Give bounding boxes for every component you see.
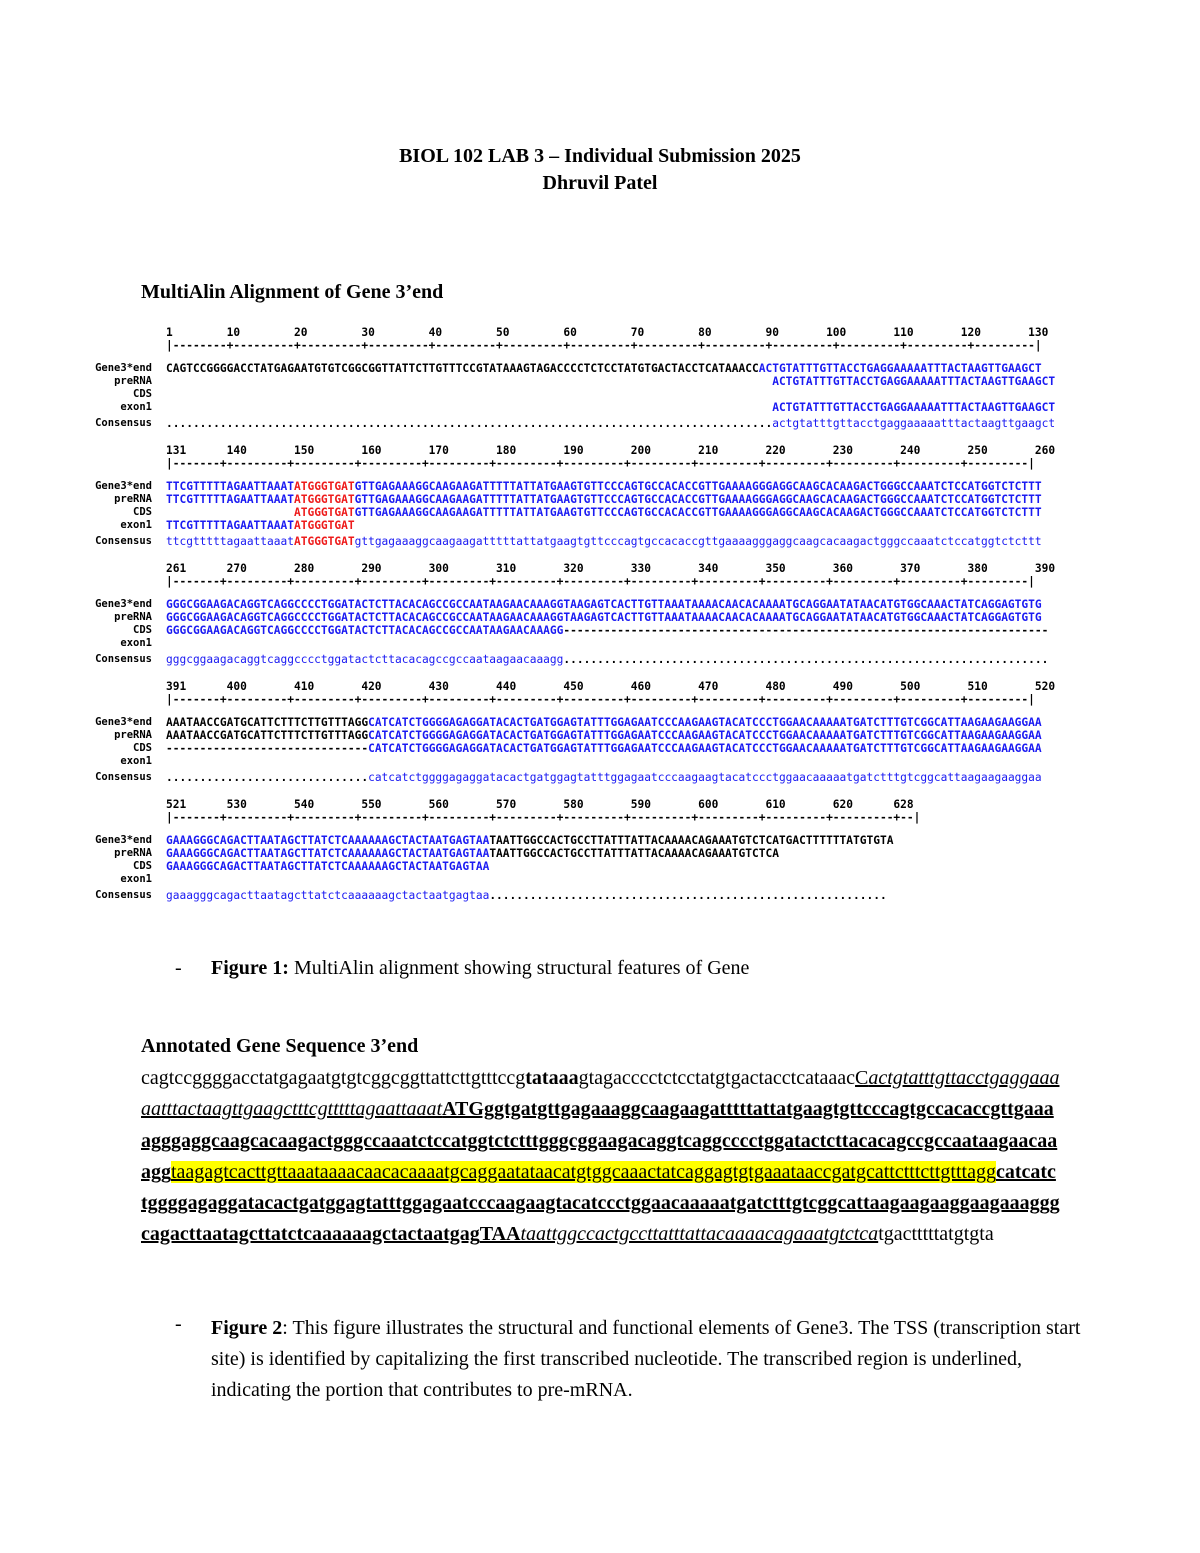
premrna-label: preRNA [114,375,152,387]
position-ruler: 261 270 280 290 300 310 320 330 340 350 360 370 380 390 [166,562,1056,575]
premrna-label: preRNA [114,729,152,741]
figure1-caption [211,957,749,980]
consensus-row [166,653,1048,666]
sequence-segment: GAAAGGGCAGACTTAATAGCTTATCTCAAAAAAGCTACTAATGAGTAA [166,834,490,847]
alignment-block [84,680,1144,798]
sequence-segment: actgtatttgttacctgaggaaaaatttactaagttgaagct [772,417,1056,430]
sequence-segment: .............................. [166,771,369,784]
figure2-dash: - [175,1313,182,1335]
alignment-block [84,326,1144,444]
exon-row [166,401,1055,414]
sequence-segment: AAATAACCGATGCATTCTTTCTTGTTTAGG [166,729,369,742]
figure1-dash: - [175,957,182,979]
sequence-segment: TAATTGGCCACTGCCTTATTTATTACAAAACAGAAATGTCTCA [489,847,779,860]
sequence-segment: ------------------------------ [166,742,369,755]
figure1-text: MultiAlin alignment showing structural features of Gene [288,957,750,979]
consensus-row [166,417,1055,430]
gene-row [166,834,893,847]
sequence-segment: TTCGTTTTTAGAATTAAAT [166,493,294,506]
premrna-row [166,847,779,860]
gene-row [166,362,1042,375]
gene-label: Gene3*end [95,362,152,374]
sequence-segment: CATCATCTGGGGAGAGGATACACTGATGGAGTATTTGGAGAATCCCAAGAAGTACATCCCTGGAACAAAAATGATCTTTGTCGGCATTAAGAAGAAGGAA [368,742,1042,755]
exon-label: exon1 [120,401,152,413]
upstream-seq-2: gtagacccctctcctatgtgactacctcataaac [578,1067,856,1089]
exon-row [166,519,355,532]
sequence-segment: ATGGGTGAT [293,480,355,493]
consensus-label: Consensus [95,653,152,665]
sequence-segment: GAAAGGGCAGACTTAATAGCTTATCTCAAAAAAGCTACTAATGAGTAA [166,847,490,860]
cds-row [166,506,1042,519]
position-ruler: 391 400 410 420 430 440 450 460 470 480 490 500 510 520 [166,680,1056,693]
sequence-segment: TTCGTTTTTAGAATTAAAT [166,519,294,532]
sequence-segment: GGGCGGAAGACAGGTCAGGCCCCTGGATACTCTTACACAGCCGCCAATAAGAACAAAGG [166,624,564,637]
coding-exon-2: catcatctggggagaggatacactgatggagtatttggagaatcccaagaagtacatccctggaacaaaaatgatctttgtcggcattaagaagaaggaagaaagggcagacttaatagcttatctcaaaaaagctactaatgag [141,1160,1060,1246]
ruler-ticks: |--------+---------+---------+---------+---------+---------+---------+---------+---------+---------+---------+---------+---------| [166,339,1042,352]
cds-label: CDS [133,624,152,636]
sequence-segment: TTCGTTTTTAGAATTAAAT [166,480,294,493]
annotated-sequence [141,1063,1061,1251]
sequence-segment: ttcgtttttagaattaaat [166,535,294,548]
figure1-label: Figure 1: [211,957,289,979]
consensus-row [166,535,1042,548]
ruler-ticks: |-------+---------+---------+---------+---------+---------+---------+---------+---------+---------+---------+---------+---------| [166,457,1035,470]
sequence-segment: GTTGAGAAAGGCAAGAAGATTTTTATTATGAAGTGTTCCCAGTGCCACACCGTTGAAAAGGGAGGCAAGCACAAGACTGGGCCAAATCTCCATGGTCTCTTT [354,506,1042,519]
consensus-label: Consensus [95,889,152,901]
exon-label: exon1 [120,519,152,531]
gene-label: Gene3*end [95,716,152,728]
sequence-segment [166,375,772,388]
sequence-segment: ATGGGTGAT [293,519,355,532]
gene-label: Gene3*end [95,480,152,492]
sequence-segment [166,506,294,519]
premrna-label: preRNA [114,847,152,859]
sequence-segment: gggcggaagacaggtcaggcccctggatactcttacacagccgccaataagaacaaagg [166,653,564,666]
gene-label: Gene3*end [95,834,152,846]
sequence-segment: gttgagaaaggcaagaagatttttattatgaagtgttcccagtgccacaccgttgaaaagggaggcaagcacaagactgggccaaatctccatggtctcttt [354,535,1042,548]
sequence-segment: .......................................................................................... [166,417,773,430]
sequence-segment: gaaagggcagacttaatagcttatctcaaaaaagctactaatgagtaa [166,889,490,902]
premrna-row [166,375,1055,388]
coding-exon-1: ATGggtgatgttgagaaaggcaagaagatttttattatgaagtgttcccagtgccacaccgttgaaaagggaggcaagcacaagactgggccaaatctccatggtctctttgggcggaagacaggtcaggcccctggatactcttacacagccgccaataagaacaaagg [141,1098,1058,1183]
exon-label: exon1 [120,873,152,885]
ruler-ticks: |-------+---------+---------+---------+---------+---------+---------+---------+---------+---------+---------+---------+---------| [166,693,1035,706]
premrna-row [166,611,1042,624]
exon-label: exon1 [120,637,152,649]
consensus-row [166,771,1042,784]
gene-row [166,598,1042,611]
sequence-segment: ACTGTATTTGTTACCTGAGGAAAAATTTACTAAGTTGAAGCT [772,375,1056,388]
cds-row [166,860,489,873]
cds-row [166,624,1048,637]
premrna-label: preRNA [114,493,152,505]
sequence-segment: ATGGGTGAT [293,506,355,519]
annotated-sequence-heading: Annotated Gene Sequence 3’end [141,1035,419,1057]
sequence-segment: GGGCGGAAGACAGGTCAGGCCCCTGGATACTCTTACACAGCCGCCAATAAGAACAAAGGTAAGAGTCACTTGTTAAATAAAACAACACAAAATGCAGGAATATAACATGTGGCAAACTATCAGGAGTGTG [166,611,1042,624]
three-prime-utr: taattggccactgccttatttattacaaaacagaaatgtctca [520,1223,879,1246]
cds-label: CDS [133,506,152,518]
sequence-segment: ........................................................... [489,889,887,902]
consensus-row [166,889,887,902]
sequence-segment: ........................................................................ [563,653,1049,666]
tata-box: tataaa [525,1067,579,1089]
sequence-segment: ------------------------------------------------------------------------ [563,624,1049,637]
sequence-segment: GTTGAGAAAGGCAAGAAGATTTTTATTATGAAGTGTTCCCAGTGCCACACCGTTGAAAAGGGAGGCAAGCACAAGACTGGGCCAAATCTCCATGGTCTCTTT [354,493,1042,506]
sequence-segment [166,401,772,414]
author-name: Dhruvil Patel [542,172,658,194]
cds-label: CDS [133,742,152,754]
intron: taagagtcacttgttaaataaaacaacacaaaatgcaggaatataacatgtggcaaactatcaggagtgtgaaataaccgatgcattctttcttgtttagg [171,1160,996,1183]
figure2-label: Figure 2 [211,1317,283,1339]
position-ruler: 521 530 540 550 560 570 580 590 600 610 620 628 [166,798,914,811]
cds-row [166,742,1042,755]
multialin-alignment [84,326,1144,916]
downstream-seq: tgactttttatgtgta [878,1223,994,1246]
exon-label: exon1 [120,755,152,767]
alignment-heading: MultiAlin Alignment of Gene 3’end [141,281,444,303]
ruler-ticks: |-------+---------+---------+---------+---------+---------+---------+---------+---------+---------+---------+--| [166,811,921,824]
gene-label: Gene3*end [95,598,152,610]
premrna-row [166,729,1042,742]
premrna-row [166,493,1042,506]
consensus-label: Consensus [95,417,152,429]
position-ruler: 131 140 150 160 170 180 190 200 210 220 230 240 250 260 [166,444,1056,457]
consensus-label: Consensus [95,535,152,547]
figure2-caption [211,1313,1081,1406]
sequence-segment: ATGGGTGAT [293,535,355,548]
sequence-segment: AAATAACCGATGCATTCTTTCTTGTTTAGG [166,716,369,729]
gene-row [166,716,1042,729]
stop-codon: TAA [479,1223,521,1246]
premrna-label: preRNA [114,611,152,623]
alignment-block [84,798,1144,916]
alignment-block [84,444,1144,562]
sequence-segment: GTTGAGAAAGGCAAGAAGATTTTTATTATGAAGTGTTCCCAGTGCCACACCGTTGAAAAGGGAGGCAAGCACAAGACTGGGCCAAATCTCCATGGTCTCTTT [354,480,1042,493]
five-prime-utr: actgtatttgttacctgaggaaaaatttactaagttgaagctttcgtttttagaattaaat [141,1067,1060,1121]
document-title: BIOL 102 LAB 3 – Individual Submission 2025 [399,145,801,167]
sequence-segment: GGGCGGAAGACAGGTCAGGCCCCTGGATACTCTTACACAGCCGCCAATAAGAACAAAGGTAAGAGTCACTTGTTAAATAAAACAACACAAAATGCAGGAATATAACATGTGGCAAACTATCAGGAGTGTG [166,598,1042,611]
figure2-text: : This figure illustrates the structural and functional elements of Gene3. The TSS (transcription start site) is identified by capitalizing the first transcribed nucleotide. The transcribed region is underlined, indicating the portion that contributes to pre-mRNA. [211,1317,1081,1401]
sequence-segment: ATGGGTGAT [293,493,355,506]
sequence-segment: ACTGTATTTGTTACCTGAGGAAAAATTTACTAAGTTGAAGCT [758,362,1042,375]
tss-nucleotide: C [855,1067,869,1089]
upstream-seq: cagtccggggacctatgagaatgtgtcggcggttattcttgtttccg [141,1067,526,1089]
sequence-segment: CAGTCCGGGGACCTATGAGAATGTGTCGGCGGTTATTCTTGTTTCCGTATAAAGTAGACCCCTCTCCTATGTGACTACCTCATAAACC [166,362,759,375]
ruler-ticks: |-------+---------+---------+---------+---------+---------+---------+---------+---------+---------+---------+---------+---------| [166,575,1035,588]
sequence-segment: TAATTGGCCACTGCCTTATTTATTACAAAACAGAAATGTCTCATGACTTTTTTATGTGTA [489,834,894,847]
position-ruler: 1 10 20 30 40 50 60 70 80 90 100 110 120 130 [166,326,1049,339]
gene-row [166,480,1042,493]
sequence-segment: CATCATCTGGGGAGAGGATACACTGATGGAGTATTTGGAGAATCCCAAGAAGTACATCCCTGGAACAAAAATGATCTTTGTCGGCATTAAGAAGAAGGAA [368,716,1042,729]
sequence-segment: CATCATCTGGGGAGAGGATACACTGATGGAGTATTTGGAGAATCCCAAGAAGTACATCCCTGGAACAAAAATGATCTTTGTCGGCATTAAGAAGAAGGAA [368,729,1042,742]
cds-label: CDS [133,388,152,400]
sequence-segment: catcatctggggagaggatacactgatggagtatttggagaatcccaagaagtacatccctggaacaaaaatgatctttgtcggcattaagaagaaggaa [368,771,1042,784]
cds-label: CDS [133,860,152,872]
sequence-segment: GAAAGGGCAGACTTAATAGCTTATCTCAAAAAAGCTACTAATGAGTAA [166,860,490,873]
sequence-segment: ACTGTATTTGTTACCTGAGGAAAAATTTACTAAGTTGAAGCT [772,401,1056,414]
alignment-block [84,562,1144,680]
consensus-label: Consensus [95,771,152,783]
